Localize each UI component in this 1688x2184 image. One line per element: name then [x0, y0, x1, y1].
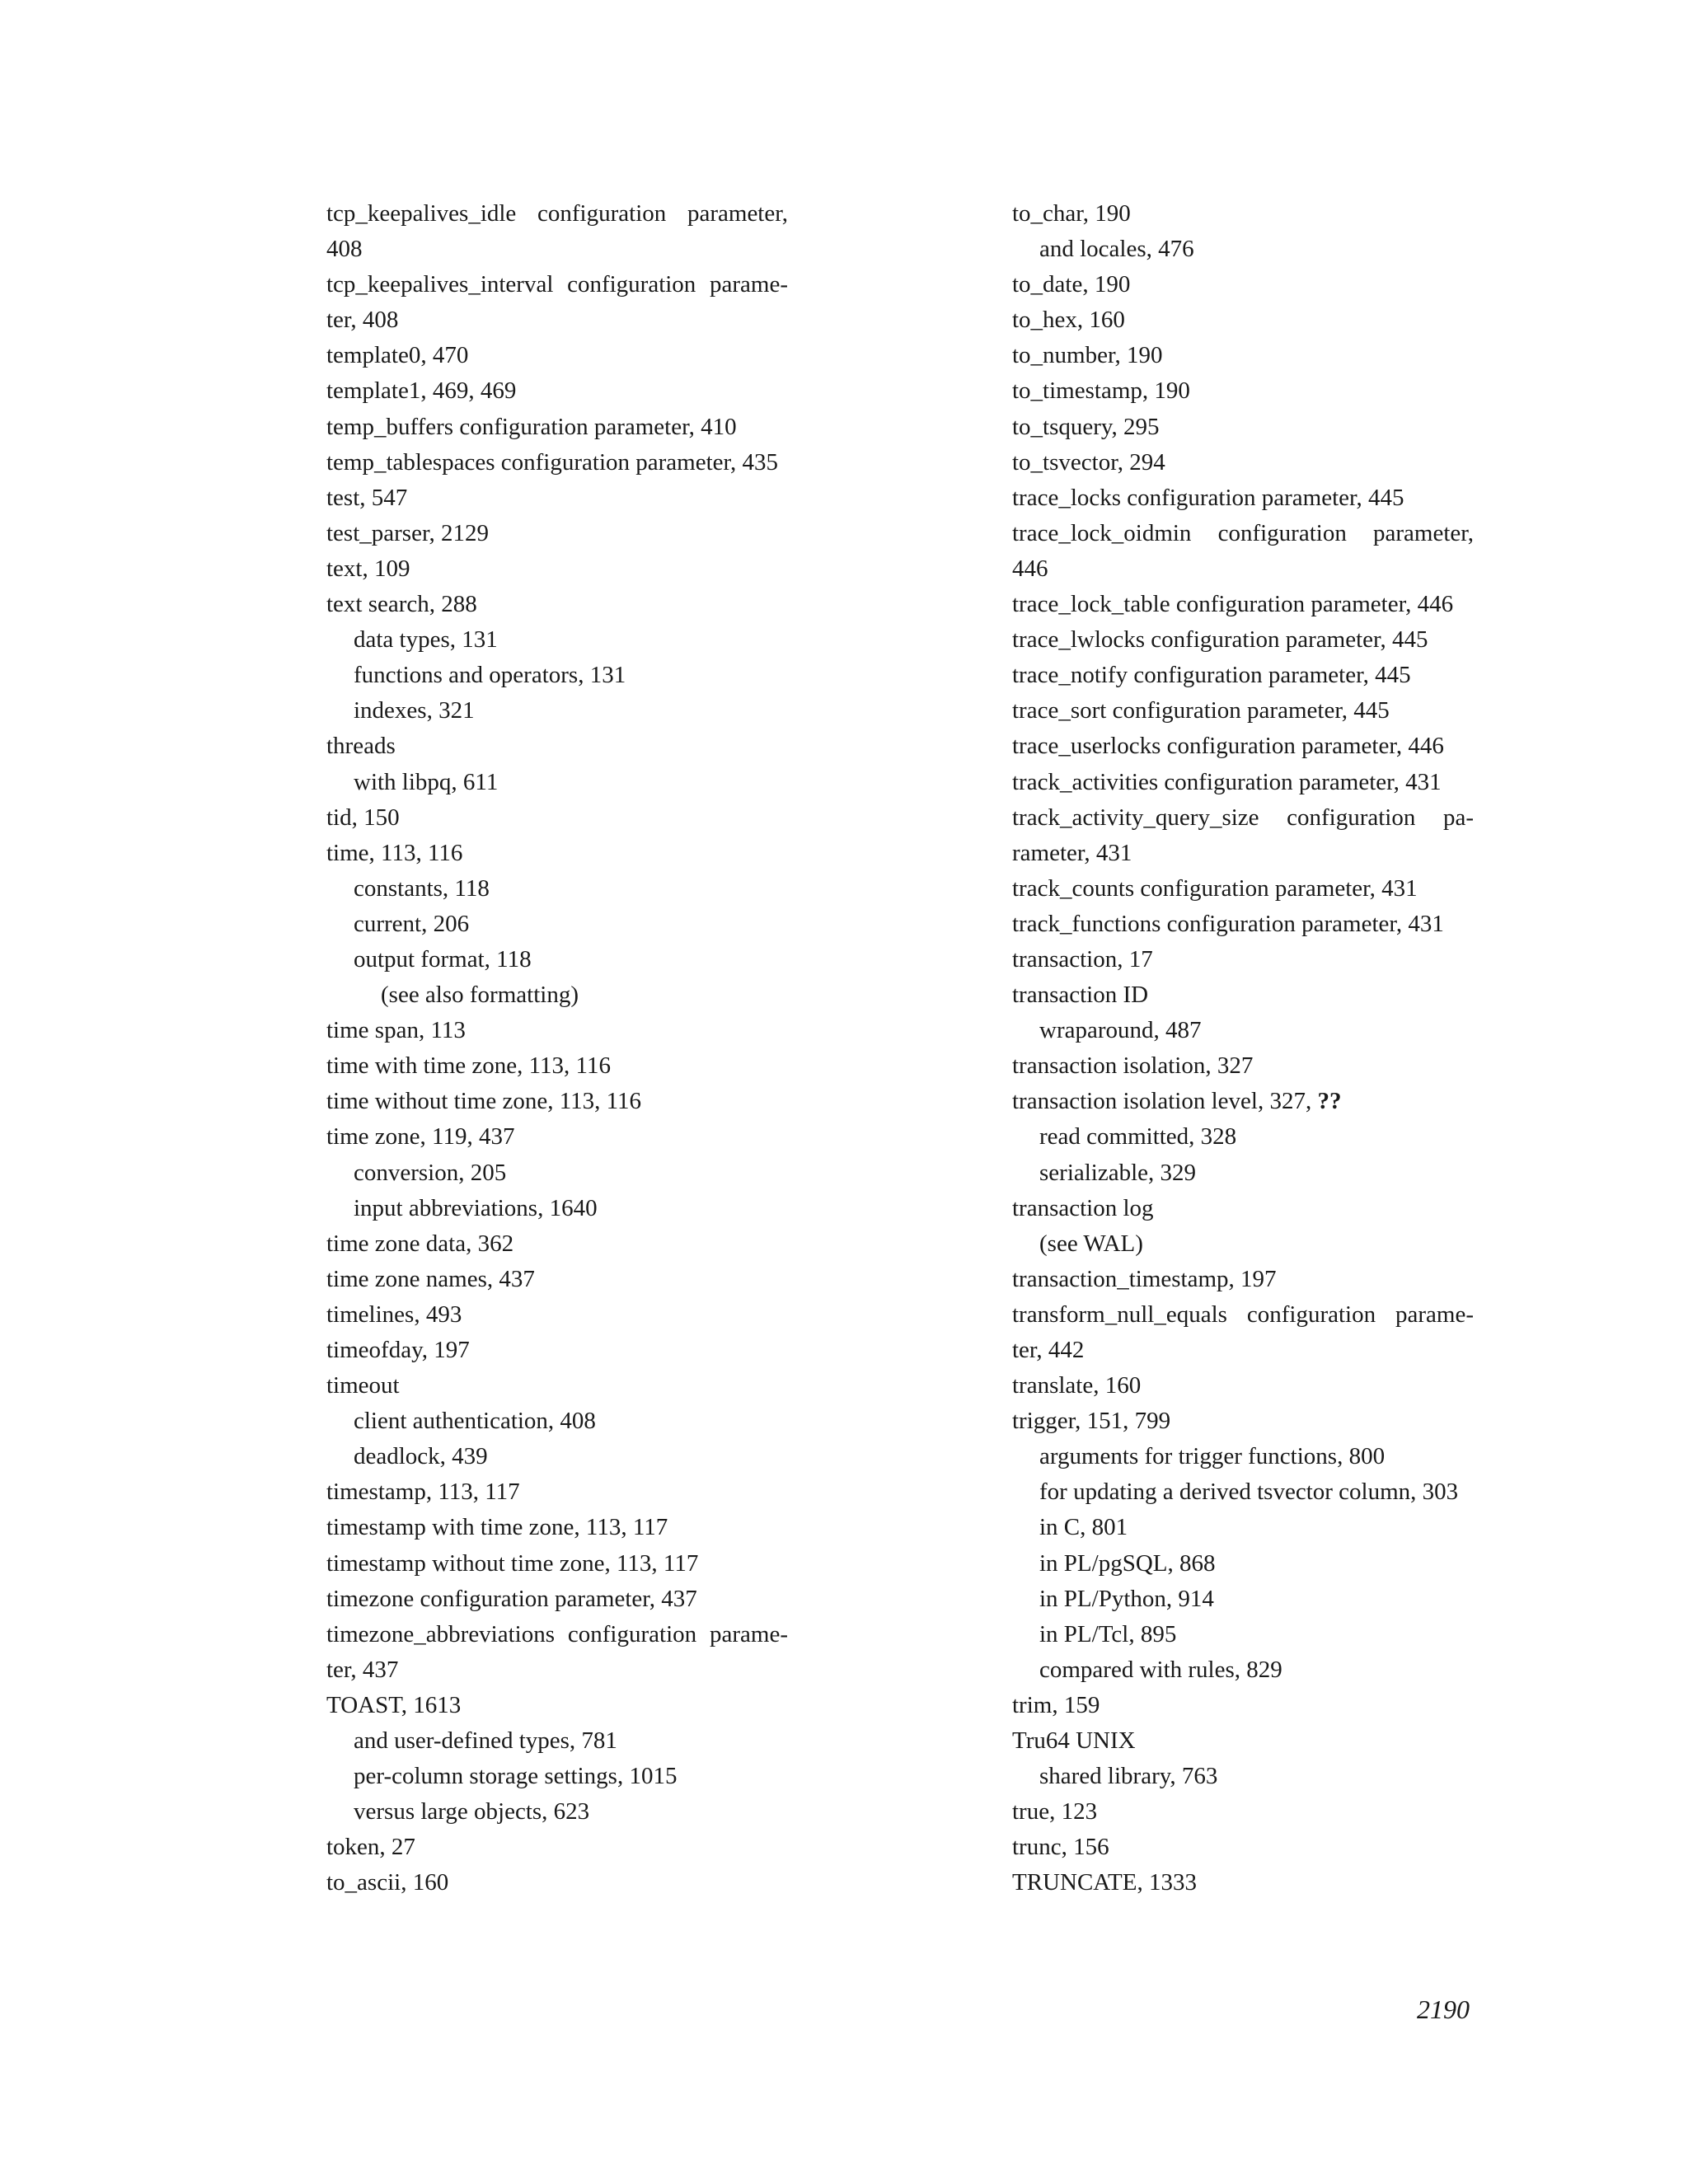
- index-entry-text: timestamp, 113, 117: [326, 1479, 520, 1506]
- index-entry: [1012, 977, 1474, 1013]
- index-subentry: [1012, 1155, 1474, 1191]
- index-entry: [326, 445, 788, 480]
- index-entry: [326, 1226, 788, 1262]
- index-entry-text: and user-defined types, 781: [354, 1727, 617, 1755]
- index-entry: [326, 516, 788, 551]
- index-entry-text: timestamp with time zone, 113, 117: [326, 1514, 668, 1541]
- index-subentry: [1012, 1582, 1474, 1617]
- index-entry: [1012, 693, 1474, 729]
- index-entry: [326, 1368, 788, 1404]
- index-entry-text: indexes, 321: [354, 697, 475, 724]
- index-entry: [326, 551, 788, 587]
- index-subentry: [1012, 1013, 1474, 1048]
- index-entry: [1012, 1333, 1474, 1368]
- index-subentry: [326, 765, 788, 800]
- index-entry-text: current, 206: [354, 910, 470, 937]
- index-entry: [326, 196, 788, 232]
- index-entry-text: ter, 437: [326, 1656, 399, 1683]
- index-entry-text: tcp_keepalives_idle configuration parameter,: [326, 200, 788, 227]
- index-entry: [326, 1048, 788, 1084]
- index-entry: [1012, 1262, 1474, 1297]
- index-entry-text: and locales, 476: [1039, 236, 1194, 263]
- index-entry-text: arguments for trigger functions, 800: [1039, 1443, 1386, 1470]
- index-entry-text: to_date, 190: [1012, 271, 1131, 298]
- index-subentry: [326, 658, 788, 693]
- index-entry-text: wraparound, 487: [1039, 1017, 1202, 1044]
- index-entry: [326, 410, 788, 445]
- index-entry-text: output format, 118: [354, 945, 532, 972]
- index-entry-text: compared with rules, 829: [1039, 1656, 1282, 1683]
- index-entry: [326, 1333, 788, 1368]
- index-subentry: [326, 1794, 788, 1830]
- index-entry-text: (see WAL): [1039, 1230, 1143, 1257]
- index-entry-text: track_activities configuration parameter, 431: [1012, 768, 1442, 795]
- index-subentry: [1012, 1652, 1474, 1688]
- index-subentry: [326, 1759, 788, 1794]
- index-entry-text: trim, 159: [1012, 1691, 1100, 1718]
- index-entry-text: time with time zone, 113, 116: [326, 1052, 611, 1080]
- index-entry-text: threads: [326, 733, 396, 760]
- index-entry-text: test_parser, 2129: [326, 519, 489, 546]
- index-entry-text: trace_notify configuration parameter, 445: [1012, 662, 1411, 689]
- index-entry-text: transaction isolation, 327: [1012, 1052, 1254, 1080]
- index-entry: [326, 729, 788, 764]
- index-entry-text: token, 27: [326, 1834, 415, 1861]
- index-entry-text: tcp_keepalives_interval configuration parame-: [326, 271, 788, 298]
- index-entry-text: trace_lock_table configuration parameter, 446: [1012, 591, 1454, 618]
- index-entry: [1012, 765, 1474, 800]
- index-entry-text: to_hex, 160: [1012, 307, 1125, 334]
- index-entry: [326, 1510, 788, 1545]
- index-entry: [1012, 338, 1474, 373]
- index-entry-text: temp_tablespaces configuration parameter, 435: [326, 448, 779, 476]
- index-entry: [326, 232, 788, 267]
- index-entry-text: timelines, 493: [326, 1301, 462, 1328]
- index-entry-text: Tru64 UNIX: [1012, 1727, 1136, 1755]
- index-entry-text: constants, 118: [354, 874, 490, 902]
- index-entry-text: ter, 408: [326, 307, 399, 334]
- index-entry-text: with libpq, 611: [354, 768, 499, 795]
- index-entry: [1012, 410, 1474, 445]
- index-subentry: [326, 1155, 788, 1191]
- index-subentry: [326, 622, 788, 658]
- index-entry-text: TOAST, 1613: [326, 1691, 462, 1718]
- index-entry-text: transaction_timestamp, 197: [1012, 1265, 1277, 1292]
- index-entry-text: in PL/Tcl, 895: [1039, 1620, 1177, 1647]
- index-entry: [1012, 1368, 1474, 1404]
- index-entry: [1012, 302, 1474, 338]
- index-entry: [326, 1013, 788, 1048]
- index-entry-text: test, 547: [326, 484, 408, 511]
- index-entry: [1012, 1865, 1474, 1900]
- index-entry-text: text search, 288: [326, 591, 477, 618]
- index-entry-text: to_number, 190: [1012, 342, 1163, 369]
- index-entry-text: time zone, 119, 437: [326, 1123, 515, 1151]
- index-entry-text: data types, 131: [354, 626, 498, 654]
- index-entry-text: in C, 801: [1039, 1514, 1128, 1541]
- index-subentry: [1012, 232, 1474, 267]
- index-entry: [1012, 836, 1474, 871]
- index-entry-text: transaction log: [1012, 1194, 1154, 1221]
- index-entry-text: trace_userlocks configuration parameter, 446: [1012, 733, 1444, 760]
- index-entry: [1012, 196, 1474, 232]
- index-entry-text: trigger, 151, 799: [1012, 1408, 1171, 1435]
- index-entry: [326, 1652, 788, 1688]
- index-entry: [1012, 622, 1474, 658]
- index-entry-text: ter, 442: [1012, 1337, 1085, 1363]
- index-entry-text: translate, 160: [1012, 1372, 1142, 1399]
- index-subentry: [326, 907, 788, 942]
- index-entry-text: temp_buffers configuration parameter, 410: [326, 413, 737, 440]
- index-entry: [1012, 942, 1474, 977]
- index-entry: [326, 1262, 788, 1297]
- index-entry-text: functions and operators, 131: [354, 662, 626, 689]
- index-subentry: [326, 871, 788, 907]
- index-entry: [1012, 1191, 1474, 1226]
- index-entry-text: time, 113, 116: [326, 839, 463, 866]
- index-entry: [326, 338, 788, 373]
- index-entry: [326, 373, 788, 409]
- index-entry: [1012, 1688, 1474, 1723]
- index-entry: [326, 587, 788, 622]
- index-entry: [326, 1865, 788, 1900]
- index-subentry: [1012, 1510, 1474, 1545]
- index-entry-text: track_functions configuration parameter, 431: [1012, 910, 1444, 937]
- index-entry: [1012, 871, 1474, 907]
- index-entry: [326, 1830, 788, 1865]
- index-entry-text: per-column storage settings, 1015: [354, 1763, 678, 1790]
- index-subentry: [326, 977, 788, 1013]
- index-entry: [1012, 729, 1474, 764]
- index-entry-text: read committed, 328: [1039, 1123, 1237, 1151]
- index-entry: [326, 800, 788, 836]
- index-entry-text: time span, 113: [326, 1017, 466, 1044]
- index-entry: [326, 1474, 788, 1510]
- index-entry-text: track_counts configuration parameter, 431: [1012, 874, 1418, 902]
- index-entry-text: transaction isolation level, 327,: [1012, 1088, 1318, 1115]
- index-entry: [1012, 373, 1474, 409]
- index-subentry: [1012, 1474, 1474, 1510]
- index-entry-text: input abbreviations, 1640: [354, 1194, 598, 1221]
- index-column-right: [1012, 196, 1474, 1901]
- index-entry: [1012, 907, 1474, 942]
- index-entry: [1012, 658, 1474, 693]
- index-entry: [1012, 267, 1474, 302]
- unresolved-reference: ??: [1317, 1088, 1342, 1115]
- index-entry-text: tid, 150: [326, 804, 400, 831]
- index-entry-text: (see also formatting): [381, 982, 579, 1009]
- index-subentry: [326, 1439, 788, 1474]
- index-entry-text: conversion, 205: [354, 1159, 507, 1186]
- index-entry-text: to_tsvector, 294: [1012, 448, 1165, 476]
- index-entry-text: rameter, 431: [1012, 839, 1132, 866]
- index-subentry: [326, 1191, 788, 1226]
- index-entry: [1012, 1404, 1474, 1439]
- index-entry-text: trace_lwlocks configuration parameter, 445: [1012, 626, 1428, 654]
- index-entry-text: trace_locks configuration parameter, 445: [1012, 484, 1404, 511]
- index-entry-text: timestamp without time zone, 113, 117: [326, 1549, 699, 1577]
- index-entry-text: shared library, 763: [1039, 1763, 1218, 1790]
- index-entry-text: transaction, 17: [1012, 945, 1153, 972]
- index-entry-text: in PL/pgSQL, 868: [1039, 1549, 1216, 1577]
- index-entry: [1012, 480, 1474, 516]
- page-number: 2190: [1417, 1994, 1470, 2024]
- index-entry: [1012, 1723, 1474, 1759]
- index-entry-text: transform_null_equals configuration parame-: [1012, 1301, 1474, 1328]
- index-entry: [326, 480, 788, 516]
- index-entry: [326, 302, 788, 338]
- index-entry-text: serializable, 329: [1039, 1159, 1197, 1186]
- index-entry-text: trace_sort configuration parameter, 445: [1012, 697, 1390, 724]
- index-subentry: [1012, 1546, 1474, 1582]
- index-entry-text: track_activity_query_size configuration pa-: [1012, 804, 1474, 831]
- index-subentry: [1012, 1119, 1474, 1155]
- index-column-left: [326, 196, 788, 1901]
- index-entry-text: deadlock, 439: [354, 1443, 488, 1470]
- index-entry-text: trunc, 156: [1012, 1834, 1109, 1861]
- index-entry-text: trace_lock_oidmin configuration parameter,: [1012, 519, 1474, 546]
- index-subentry: [326, 693, 788, 729]
- index-entry-text: to_timestamp, 190: [1012, 377, 1190, 405]
- index-entry-text: true, 123: [1012, 1798, 1098, 1825]
- index-entry: [326, 1688, 788, 1723]
- index-subentry: [326, 1723, 788, 1759]
- index-entry-text: timezone_abbreviations configuration parame-: [326, 1620, 788, 1647]
- index-entry-text: TRUNCATE, 1333: [1012, 1869, 1197, 1896]
- index-entry-text: 408: [326, 236, 363, 263]
- index-entry: [326, 1582, 788, 1617]
- index-entry-text: time zone data, 362: [326, 1230, 514, 1257]
- index-entry-text: template1, 469, 469: [326, 377, 517, 405]
- index-entry-text: text, 109: [326, 555, 410, 582]
- index-subentry: [326, 1404, 788, 1439]
- index-subentry: [1012, 1439, 1474, 1474]
- index-entry-text: transaction ID: [1012, 982, 1149, 1009]
- index-entry: [326, 836, 788, 871]
- index-entry: [1012, 551, 1474, 587]
- index-subentry: [1012, 1759, 1474, 1794]
- index-entry: [1012, 1084, 1474, 1119]
- index-entry-text: client authentication, 408: [354, 1408, 596, 1435]
- index-entry-text: to_ascii, 160: [326, 1869, 449, 1896]
- index-entry: [1012, 1794, 1474, 1830]
- index-entry: [326, 1084, 788, 1119]
- index-entry-text: timeofday, 197: [326, 1337, 470, 1363]
- index-entry-text: time without time zone, 113, 116: [326, 1088, 642, 1115]
- index-subentry: [326, 942, 788, 977]
- index-entry: [1012, 1297, 1474, 1333]
- index-entry: [1012, 516, 1474, 551]
- index-entry: [326, 1546, 788, 1582]
- index-entry: [1012, 445, 1474, 480]
- index-entry-text: to_char, 190: [1012, 200, 1131, 227]
- index-entry-text: for updating a derived tsvector column, 303: [1039, 1479, 1459, 1506]
- index-entry-text: time zone names, 437: [326, 1265, 535, 1292]
- index-entry: [1012, 587, 1474, 622]
- index-subentry: [1012, 1226, 1474, 1262]
- index-entry-text: in PL/Python, 914: [1039, 1585, 1214, 1612]
- index-entry: [326, 1617, 788, 1652]
- index-entry: [1012, 1048, 1474, 1084]
- index-entry-text: versus large objects, 623: [354, 1798, 590, 1825]
- index-entry: [326, 1297, 788, 1333]
- index-entry-text: 446: [1012, 555, 1048, 582]
- index-entry-text: timezone configuration parameter, 437: [326, 1585, 697, 1612]
- index-entry: [1012, 800, 1474, 836]
- index-entry: [326, 1119, 788, 1155]
- index-entry-text: template0, 470: [326, 342, 469, 369]
- index-subentry: [1012, 1617, 1474, 1652]
- index-entry: [326, 267, 788, 302]
- index-entry-text: to_tsquery, 295: [1012, 413, 1160, 440]
- index-entry-text: timeout: [326, 1372, 400, 1399]
- index-entry: [1012, 1830, 1474, 1865]
